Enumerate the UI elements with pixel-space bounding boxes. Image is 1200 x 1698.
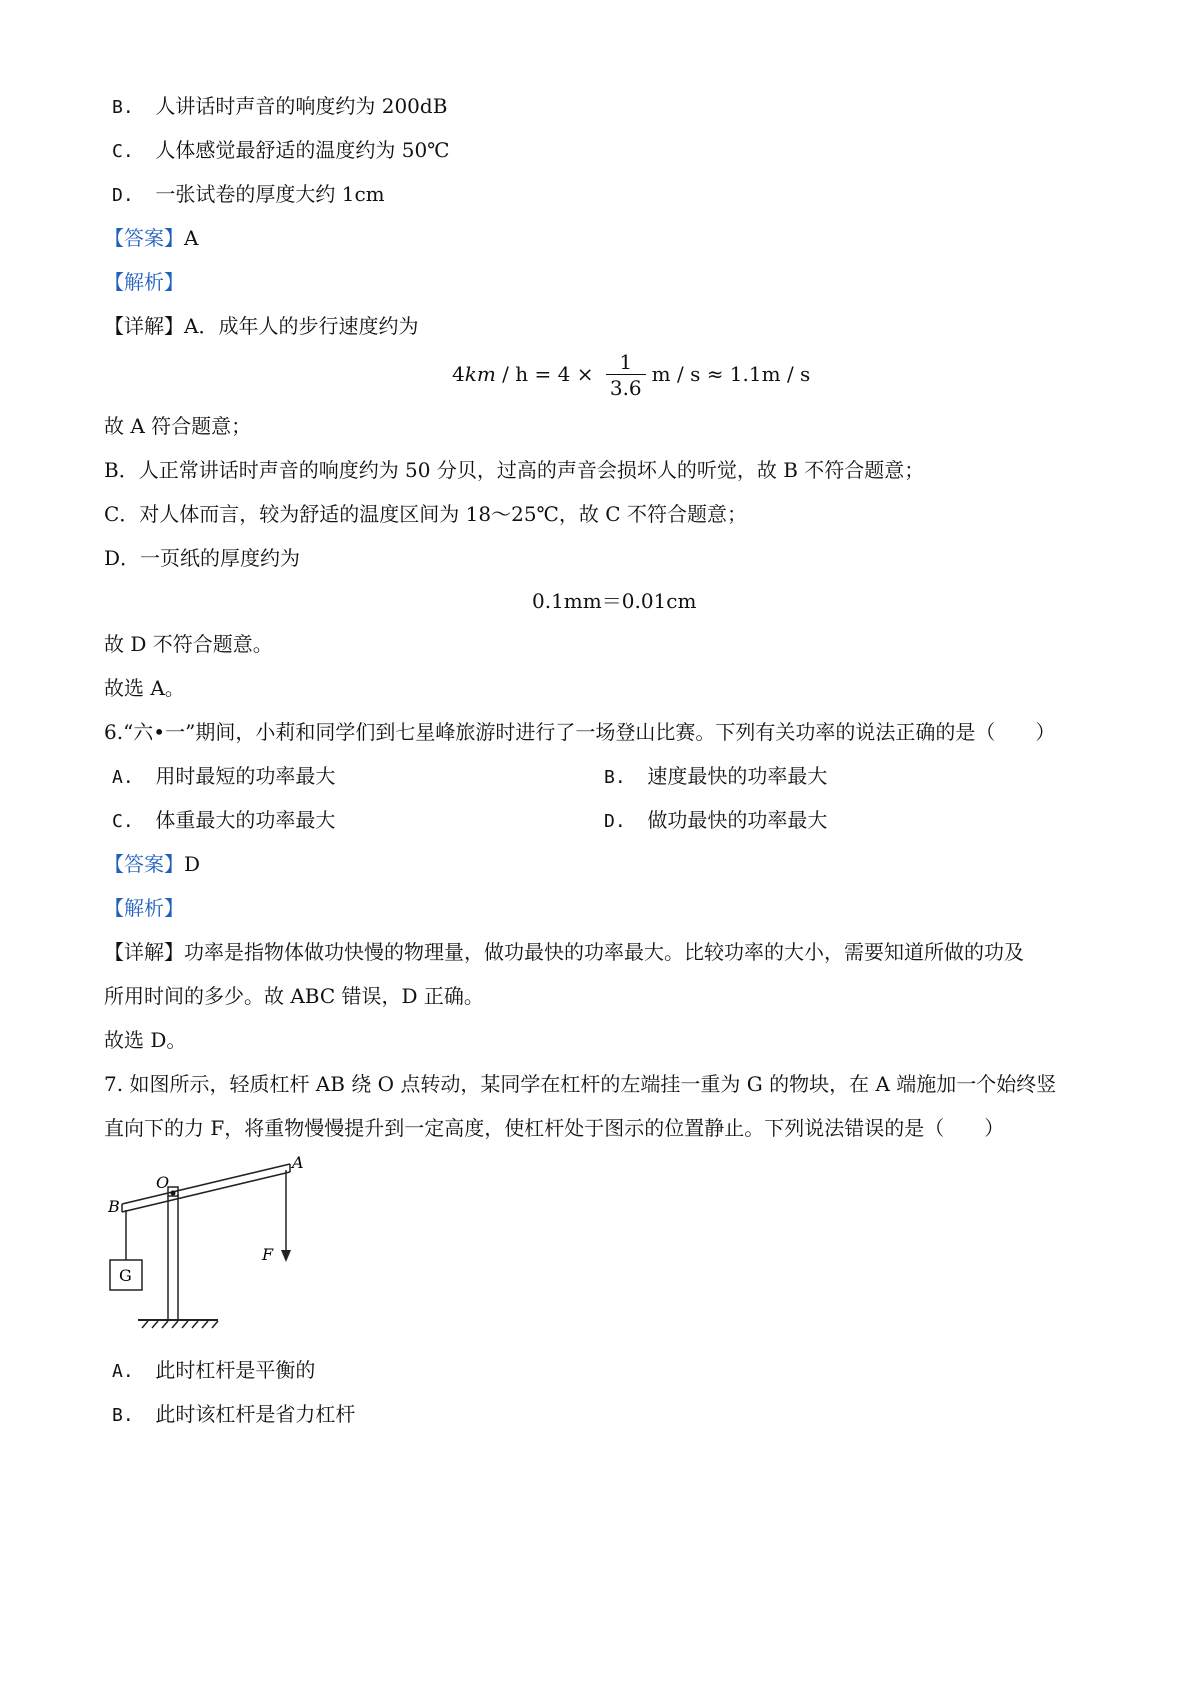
analysis-tag: 【解析】 [104, 896, 184, 920]
option-letter: C. [112, 811, 134, 832]
fraction-numerator: 1 [619, 350, 633, 374]
option-text: 人讲话时声音的响度约为 200dB [155, 94, 448, 118]
q5-detail-d-conclusion: 故 D 不符合题意。 [104, 632, 273, 656]
answer-tag: 【答案】 [104, 852, 184, 876]
option-text: 此时杠杆是平衡的 [155, 1358, 316, 1382]
answer-value: D [184, 852, 201, 876]
option-text: 此时该杠杆是省力杠杆 [155, 1402, 356, 1426]
q5-detail-b: B．人正常讲话时声音的响度约为 50 分贝，过高的声音会损坏人的听觉，故 B 不符合题意； [104, 458, 925, 482]
q6-option-a [112, 762, 335, 792]
option-text: 做功最快的功率最大 [647, 808, 828, 832]
q5-detail-d: D．一页纸的厚度约为 [104, 546, 301, 570]
q7-option-a [112, 1356, 315, 1386]
thickness-formula: 0.1mm＝0.01cm [532, 589, 697, 613]
q5-option-b [112, 92, 447, 122]
detail-text: 功率是指物体做功快慢的物理量，做功最快的功率最大。比较功率的大小，需要知道所做的功及 [184, 940, 1024, 964]
detail-tag: 【详解】 [104, 940, 184, 964]
q7-stem-line1: 7. 如图所示，轻质杠杆 AB 绕 O 点转动，某同学在杠杆的左端挂一重为 G 的物块，在 A 端施加一个始终竖 [104, 1072, 1057, 1096]
label-f: F [262, 1245, 274, 1264]
q6-option-b [604, 762, 827, 792]
q5-answer [104, 224, 198, 252]
q6-analysis [104, 894, 184, 922]
lever-bar [122, 1164, 290, 1212]
ground [138, 1320, 218, 1328]
label-o: O [156, 1173, 170, 1192]
force-arrow [281, 1170, 291, 1262]
answer-value: A [184, 226, 199, 250]
formula-fraction [606, 350, 646, 401]
option-text: 一张试卷的厚度大约 1cm [155, 182, 385, 206]
speed-formula [452, 350, 810, 401]
option-text: 用时最短的功率最大 [155, 764, 336, 788]
option-letter: D. [604, 811, 626, 832]
analysis-tag: 【解析】 [104, 270, 184, 294]
option-letter: C. [112, 141, 134, 162]
option-letter: B. [112, 97, 134, 118]
q5-select: 故选 A。 [104, 676, 185, 700]
option-letter: A. [112, 767, 134, 788]
q7-option-b [112, 1400, 355, 1430]
q5-detail-a [104, 312, 418, 340]
q6-detail-line1 [104, 938, 1024, 966]
detail-tag: 【详解】 [104, 314, 184, 338]
answer-tag: 【答案】 [104, 226, 184, 250]
q5-detail-c: C．对人体而言，较为舒适的温度区间为 18～25℃，故 C 不符合题意； [104, 502, 747, 526]
q5-option-c [112, 136, 450, 166]
option-letter: B. [112, 1405, 134, 1426]
q6-answer [104, 850, 200, 878]
pivot-point [171, 1191, 176, 1196]
label-g: G [119, 1266, 132, 1285]
label-a: A [292, 1153, 304, 1172]
q6-option-c [112, 806, 335, 836]
formula-part: m / s ≈ 1.1m / s [651, 362, 811, 386]
formula-part: 4 [452, 362, 465, 386]
q5-analysis [104, 268, 184, 296]
option-text: 体重最大的功率最大 [155, 808, 336, 832]
q6-detail-line2: 所用时间的多少。故 ABC 错误，D 正确。 [104, 984, 484, 1008]
fraction-denominator: 3.6 [609, 376, 642, 400]
label-b: B [108, 1197, 120, 1216]
option-letter: B. [604, 767, 626, 788]
q5-option-d [112, 180, 385, 210]
detail-text: A．成年人的步行速度约为 [184, 314, 419, 338]
lever-figure [100, 1150, 340, 1360]
formula-part: / h = 4 × [495, 362, 594, 386]
q6-select: 故选 D。 [104, 1028, 187, 1052]
q6-option-d [604, 806, 827, 836]
option-text: 人体感觉最舒适的温度约为 50℃ [155, 138, 450, 162]
option-text: 速度最快的功率最大 [647, 764, 828, 788]
option-letter: D. [112, 185, 134, 206]
support-post [168, 1187, 178, 1320]
formula-part: km [464, 362, 496, 386]
option-letter: A. [112, 1361, 134, 1382]
q5-detail-a-conclusion: 故 A 符合题意； [104, 414, 252, 438]
q6-stem: 6.“六•一”期间，小莉和同学们到七星峰旅游时进行了一场登山比赛。下列有关功率的说法正确的是（ ） [104, 720, 1056, 744]
q7-stem-line2: 直向下的力 F，将重物慢慢提升到一定高度，使杠杆处于图示的位置静止。下列说法错误的是（ ） [104, 1116, 1005, 1140]
